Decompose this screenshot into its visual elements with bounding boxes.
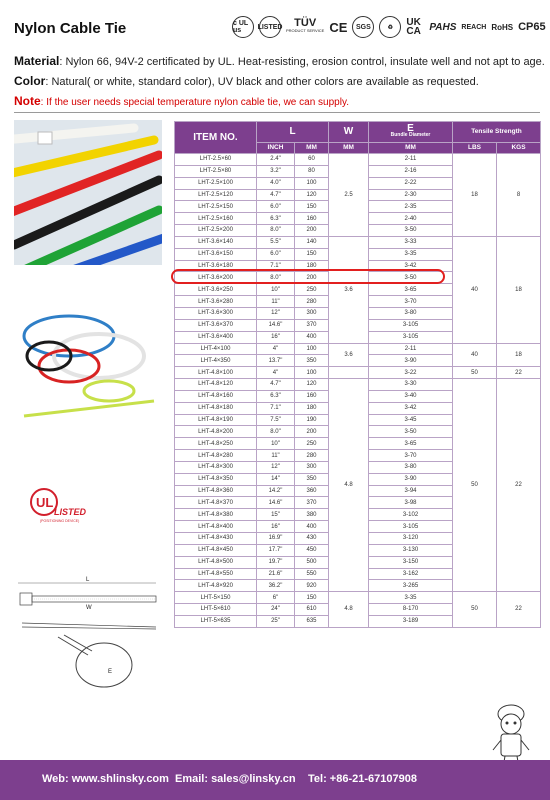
cell-item-no: LHT-4.8×400: [175, 521, 257, 533]
cell-inch: 16": [257, 521, 295, 533]
cell-inch: 16.9": [257, 533, 295, 545]
cell-bundle: 3-162: [369, 568, 453, 580]
col-header-mm: MM: [295, 143, 329, 154]
cell-mm: 380: [295, 509, 329, 521]
cell-bundle: 3-90: [369, 473, 453, 485]
cell-mm: 370: [295, 497, 329, 509]
cell-width: 3.6: [329, 236, 369, 343]
cell-inch: 21.6": [257, 568, 295, 580]
ul-listed-badge: [30, 485, 110, 535]
cell-item-no: LHT-3.6×200: [175, 272, 257, 284]
note-text: : If the user needs special temperature nylon cable tie, we can supply.: [40, 97, 349, 108]
cell-lbs: 50: [453, 379, 497, 592]
highlight-ring: [171, 269, 445, 284]
cell-inch: 15": [257, 509, 295, 521]
col-header-w-mm: MM: [329, 143, 369, 154]
cell-inch: 10": [257, 438, 295, 450]
cell-inch: 12": [257, 307, 295, 319]
cell-item-no: LHT-2.5×160: [175, 213, 257, 225]
cell-item-no: LHT-4.8×250: [175, 438, 257, 450]
cell-mm: 80: [295, 165, 329, 177]
cell-inch: 6.3": [257, 390, 295, 402]
cell-item-no: LHT-3.6×280: [175, 296, 257, 308]
cell-mm: 400: [295, 331, 329, 343]
cell-width: 4.8: [329, 592, 369, 628]
cell-mm: 370: [295, 319, 329, 331]
col-header-w: W: [329, 122, 369, 143]
cell-mm: 250: [295, 438, 329, 450]
col-header-tensile: Tensile Strength: [453, 122, 541, 143]
cell-inch: 14.6": [257, 497, 295, 509]
cell-item-no: LHT-2.5×150: [175, 201, 257, 213]
cell-kgs: 22: [497, 379, 541, 592]
cell-kgs: 18: [497, 343, 541, 367]
cell-bundle: 3-80: [369, 461, 453, 473]
cell-item-no: LHT-4.8×300: [175, 461, 257, 473]
col-header-inch: INCH: [257, 143, 295, 154]
cell-mm: 200: [295, 225, 329, 237]
reach-logo: REACH: [461, 23, 487, 31]
cell-inch: 8.0": [257, 272, 295, 284]
cell-item-no: LHT-5×635: [175, 615, 257, 627]
cable-ties-color-photo: [14, 120, 162, 265]
rohs-logo: RoHS: [491, 22, 514, 32]
cell-mm: 920: [295, 580, 329, 592]
cell-mm: 280: [295, 450, 329, 462]
cell-inch: 14.2": [257, 485, 295, 497]
cell-inch: 4": [257, 367, 295, 379]
cell-mm: 180: [295, 402, 329, 414]
cell-bundle: 3-30: [369, 379, 453, 391]
cell-bundle: 3-35: [369, 248, 453, 260]
cell-bundle: 3-42: [369, 260, 453, 272]
cell-item-no: LHT-4.8×450: [175, 544, 257, 556]
cell-item-no: LHT-4.8×380: [175, 509, 257, 521]
table-row: [175, 343, 541, 355]
col-header-e-letter: E: [407, 123, 414, 134]
cell-inch: 7.1": [257, 402, 295, 414]
header-divider: [14, 112, 540, 113]
cell-inch: 11": [257, 296, 295, 308]
cell-inch: 8.0": [257, 426, 295, 438]
cell-inch: 13.7": [257, 355, 295, 367]
cell-mm: 350: [295, 355, 329, 367]
table-row: [175, 592, 541, 604]
cell-mm: 100: [295, 367, 329, 379]
specs-table-body: [175, 154, 541, 628]
cable-ties-loops-photo: [14, 296, 162, 424]
cell-kgs: 22: [497, 367, 541, 379]
cell-lbs: 40: [453, 343, 497, 367]
cell-inch: 36.2": [257, 580, 295, 592]
cell-inch: 4": [257, 343, 295, 355]
cell-bundle: 3-265: [369, 580, 453, 592]
cell-item-no: LHT-3.6×370: [175, 319, 257, 331]
cell-item-no: LHT-3.6×180: [175, 260, 257, 272]
rohs-leaf-logo: ♻: [379, 16, 401, 38]
cell-mm: 160: [295, 390, 329, 402]
col-header-l: L: [257, 122, 329, 143]
cell-inch: 14.6": [257, 319, 295, 331]
cell-kgs: 8: [497, 154, 541, 237]
col-header-e-mm: MM: [369, 143, 453, 154]
cell-item-no: LHT-4.8×350: [175, 473, 257, 485]
ul-listed-text: LISTED: [54, 507, 87, 517]
table-row: [175, 379, 541, 391]
cell-item-no: LHT-4.8×200: [175, 426, 257, 438]
cell-inch: 4.0": [257, 177, 295, 189]
cell-mm: 360: [295, 485, 329, 497]
cell-item-no: LHT-4.8×370: [175, 497, 257, 509]
cell-bundle: 3-22: [369, 367, 453, 379]
page-title: Nylon Cable Tie: [14, 20, 127, 37]
cell-bundle: 3-65: [369, 284, 453, 296]
cell-inch: 7.1": [257, 260, 295, 272]
cell-inch: 7.5": [257, 414, 295, 426]
cell-mm: 300: [295, 461, 329, 473]
cell-bundle: 3-40: [369, 390, 453, 402]
col-header-e-sub: Bundle Diameter: [390, 132, 431, 138]
cell-inch: 17.7": [257, 544, 295, 556]
cell-item-no: LHT-4.8×190: [175, 414, 257, 426]
cell-mm: 160: [295, 213, 329, 225]
cell-inch: 10": [257, 284, 295, 296]
cell-bundle: 3-70: [369, 450, 453, 462]
cell-item-no: LHT-5×610: [175, 604, 257, 616]
cell-mm: 550: [295, 568, 329, 580]
cell-item-no: LHT-3.6×400: [175, 331, 257, 343]
cell-width: [329, 367, 369, 379]
ul-recognized-logo: c UL us: [232, 16, 254, 38]
cell-item-no: LHT-4.8×100: [175, 367, 257, 379]
table-row: [175, 367, 541, 379]
cell-bundle: 2-11: [369, 154, 453, 166]
cell-item-no: LHT-4.8×500: [175, 556, 257, 568]
ul-listed-subtext: (POSITIONING DEVICE): [40, 519, 80, 523]
svg-text:UL: UL: [36, 495, 54, 510]
cell-inch: 25": [257, 615, 295, 627]
cell-bundle: 3-50: [369, 426, 453, 438]
cell-bundle: 2-40: [369, 213, 453, 225]
cell-inch: 6.0": [257, 248, 295, 260]
cell-bundle: 3-120: [369, 533, 453, 545]
cell-item-no: LHT-2.5×80: [175, 165, 257, 177]
specs-table: [174, 121, 541, 628]
cell-bundle: 3-65: [369, 438, 453, 450]
cell-bundle: 3-105: [369, 319, 453, 331]
cell-item-no: LHT-3.6×150: [175, 248, 257, 260]
cell-bundle: 3-33: [369, 236, 453, 248]
cell-item-no: LHT-5×150: [175, 592, 257, 604]
cell-mm: 430: [295, 533, 329, 545]
cell-inch: 19.7": [257, 556, 295, 568]
material-line: [14, 54, 545, 68]
note-label: Note: [14, 94, 41, 108]
cell-mm: 450: [295, 544, 329, 556]
col-header-item-no: ITEM NO.: [175, 122, 257, 154]
cell-item-no: LHT-2.5×200: [175, 225, 257, 237]
cell-mm: 60: [295, 154, 329, 166]
cell-inch: 5.5": [257, 236, 295, 248]
cell-bundle: 3-42: [369, 402, 453, 414]
certification-logos: [232, 14, 546, 40]
cell-bundle: 3-189: [369, 615, 453, 627]
cell-bundle: 3-50: [369, 225, 453, 237]
cell-mm: 150: [295, 248, 329, 260]
cell-mm: 120: [295, 189, 329, 201]
cell-item-no: LHT-4.8×180: [175, 402, 257, 414]
cell-bundle: 3-94: [369, 485, 453, 497]
cable-tie-drawing: [14, 575, 162, 725]
cell-bundle: 3-70: [369, 296, 453, 308]
cell-inch: 24": [257, 604, 295, 616]
table-row: [175, 154, 541, 166]
cell-inch: 6.0": [257, 201, 295, 213]
cell-item-no: LHT-4×350: [175, 355, 257, 367]
color-label: Color: [14, 74, 46, 88]
cell-inch: 11": [257, 450, 295, 462]
ul-listed-logo: LISTED: [259, 16, 281, 38]
cell-inch: 12": [257, 461, 295, 473]
cell-item-no: LHT-2.5×100: [175, 177, 257, 189]
cell-bundle: 2-16: [369, 165, 453, 177]
cell-inch: 2.4": [257, 154, 295, 166]
cell-mm: 400: [295, 521, 329, 533]
tuv-logo: TÜV PRODUCT SERVICE: [286, 17, 325, 33]
footer-web[interactable]: Web: www.shlinsky.com: [42, 773, 169, 785]
drawing-label-e: E: [108, 669, 113, 675]
sgs-logo: SGS: [352, 16, 374, 38]
cell-item-no: LHT-2.5×60: [175, 154, 257, 166]
cell-inch: 4.7": [257, 189, 295, 201]
color-line: [14, 74, 479, 88]
cell-item-no: LHT-4.8×120: [175, 379, 257, 391]
cell-inch: 6.3": [257, 213, 295, 225]
cell-kgs: 22: [497, 592, 541, 628]
note-line: [14, 94, 349, 108]
col-header-e: [369, 122, 453, 143]
drawing-label-l: L: [86, 577, 90, 583]
cell-item-no: LHT-3.6×300: [175, 307, 257, 319]
cell-inch: 4.7": [257, 379, 295, 391]
cell-width: 4.8: [329, 379, 369, 592]
cell-lbs: 50: [453, 592, 497, 628]
cell-inch: 6": [257, 592, 295, 604]
cell-mm: 500: [295, 556, 329, 568]
pahs-logo: PAHS: [429, 21, 457, 33]
color-text: : Natural( or white, standard color), UV black and other colors are available as requested.: [45, 76, 479, 88]
col-header-kgs: KGS: [497, 143, 541, 154]
cell-bundle: 8-170: [369, 604, 453, 616]
cell-lbs: 50: [453, 367, 497, 379]
cell-item-no: LHT-3.6×250: [175, 284, 257, 296]
drawing-label-w: W: [86, 605, 92, 611]
cell-bundle: 3-150: [369, 556, 453, 568]
cell-mm: 300: [295, 307, 329, 319]
cell-bundle: 3-50: [369, 272, 453, 284]
cell-item-no: LHT-4.8×160: [175, 390, 257, 402]
cell-bundle: 3-102: [369, 509, 453, 521]
material-label: Material: [14, 54, 60, 68]
col-header-lbs: LBS: [453, 143, 497, 154]
footer-email[interactable]: Email: sales@linsky.cn: [175, 773, 296, 785]
cell-mm: 635: [295, 615, 329, 627]
cell-bundle: 3-80: [369, 307, 453, 319]
cell-mm: 200: [295, 272, 329, 284]
cell-lbs: 40: [453, 236, 497, 343]
cell-item-no: LHT-4.8×360: [175, 485, 257, 497]
cell-mm: 120: [295, 379, 329, 391]
cell-bundle: 3-35: [369, 592, 453, 604]
cell-lbs: 18: [453, 154, 497, 237]
cell-width: 3.6: [329, 343, 369, 367]
cell-bundle: 3-105: [369, 521, 453, 533]
cell-inch: 8.0": [257, 225, 295, 237]
cell-bundle: 3-45: [369, 414, 453, 426]
cell-mm: 100: [295, 177, 329, 189]
cell-bundle: 2-11: [369, 343, 453, 355]
cell-item-no: LHT-4.8×280: [175, 450, 257, 462]
cell-item-no: LHT-3.6×140: [175, 236, 257, 248]
cell-item-no: LHT-4×100: [175, 343, 257, 355]
ce-logo: CE: [329, 19, 348, 35]
cell-mm: 150: [295, 201, 329, 213]
material-text: : Nylon 66, 94V-2 certificated by UL. Heat-resisting, erosion control, insulate well and not apt to age.: [59, 56, 545, 68]
cell-kgs: 18: [497, 236, 541, 343]
cell-mm: 150: [295, 592, 329, 604]
ukca-logo: UK CA: [406, 17, 421, 37]
cell-mm: 140: [295, 236, 329, 248]
cell-inch: 3.2": [257, 165, 295, 177]
cell-item-no: LHT-2.5×120: [175, 189, 257, 201]
cell-inch: 16": [257, 331, 295, 343]
cell-item-no: LHT-4.8×430: [175, 533, 257, 545]
cell-bundle: 2-35: [369, 201, 453, 213]
cell-mm: 100: [295, 343, 329, 355]
cell-mm: 190: [295, 414, 329, 426]
cell-bundle: 3-98: [369, 497, 453, 509]
cell-mm: 350: [295, 473, 329, 485]
footer-tel: Tel: +86-21-67107908: [308, 773, 417, 785]
footer-bar: [0, 760, 550, 800]
table-row: [175, 236, 541, 248]
cell-mm: 250: [295, 284, 329, 296]
cell-bundle: 2-22: [369, 177, 453, 189]
cell-bundle: 3-130: [369, 544, 453, 556]
cell-mm: 610: [295, 604, 329, 616]
cell-bundle: 2-30: [369, 189, 453, 201]
cell-bundle: 3-90: [369, 355, 453, 367]
cell-width: 2.5: [329, 154, 369, 237]
cell-mm: 180: [295, 260, 329, 272]
cell-item-no: LHT-4.8×550: [175, 568, 257, 580]
cell-inch: 14": [257, 473, 295, 485]
cell-mm: 200: [295, 426, 329, 438]
cell-mm: 280: [295, 296, 329, 308]
cell-item-no: LHT-4.8×920: [175, 580, 257, 592]
cell-bundle: 3-105: [369, 331, 453, 343]
cp65-logo: CP65: [518, 21, 546, 33]
